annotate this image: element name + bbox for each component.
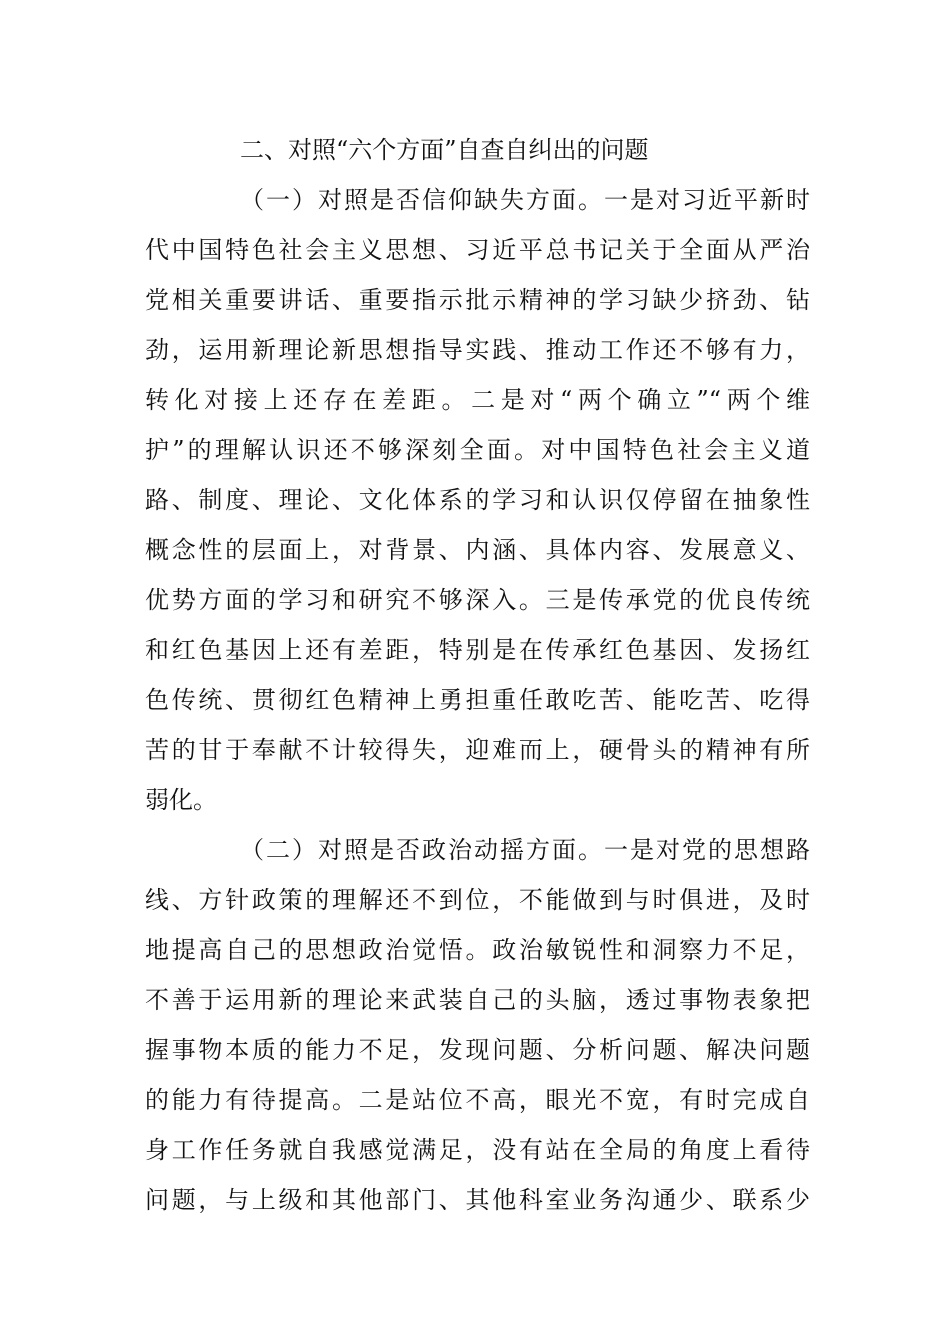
paragraph-1-line: 护”的理解认识还不够深刻全面。对中国特色社会主义道	[145, 436, 810, 464]
paragraph-1-line: 优势方面的学习和研究不够深入。三是传承党的优良传统	[145, 586, 810, 614]
paragraph-2-line: 的能力有待提高。二是站位不高，眼光不宽，有时完成自	[145, 1086, 810, 1114]
paragraph-2-line: 握事物本质的能力不足，发现问题、分析问题、解决问题	[145, 1036, 810, 1064]
paragraph-1-line: 苦的甘于奉献不计较得失，迎难而上，硬骨头的精神有所	[145, 736, 810, 764]
paragraph-2-line: （二）对照是否政治动摇方面。一是对党的思想路	[240, 836, 810, 864]
paragraph-1-line: （一）对照是否信仰缺失方面。一是对习近平新时	[240, 186, 810, 214]
paragraph-1-line: 概念性的层面上，对背景、内涵、具体内容、发展意义、	[145, 536, 810, 564]
paragraph-1-line: 转化对接上还存在差距。二是对“两个确立”“两个维	[145, 386, 810, 414]
section-heading: 二、对照“六个方面”自查自纠出的问题	[240, 136, 649, 164]
paragraph-2-line: 问题，与上级和其他部门、其他科室业务沟通少、联系少	[145, 1186, 810, 1214]
paragraph-2-line: 地提高自己的思想政治觉悟。政治敏锐性和洞察力不足，	[145, 936, 810, 964]
paragraph-1-line: 路、制度、理论、文化体系的学习和认识仅停留在抽象性	[145, 486, 810, 514]
paragraph-1-line: 劲，运用新理论新思想指导实践、推动工作还不够有力，	[145, 336, 810, 364]
paragraph-1-line: 党相关重要讲话、重要指示批示精神的学习缺少挤劲、钻	[145, 286, 810, 314]
paragraph-1-line: 代中国特色社会主义思想、习近平总书记关于全面从严治	[145, 236, 810, 264]
paragraph-2-line: 线、方针政策的理解还不到位，不能做到与时俱进，及时	[145, 886, 810, 914]
paragraph-2-line: 不善于运用新的理论来武装自己的头脑，透过事物表象把	[145, 986, 810, 1014]
paragraph-1-line: 色传统、贯彻红色精神上勇担重任敢吃苦、能吃苦、吃得	[145, 686, 810, 714]
paragraph-2-line: 身工作任务就自我感觉满足，没有站在全局的角度上看待	[145, 1136, 810, 1164]
paragraph-1-line: 和红色基因上还有差距，特别是在传承红色基因、发扬红	[145, 636, 810, 664]
paragraph-1-line: 弱化。	[145, 786, 217, 814]
